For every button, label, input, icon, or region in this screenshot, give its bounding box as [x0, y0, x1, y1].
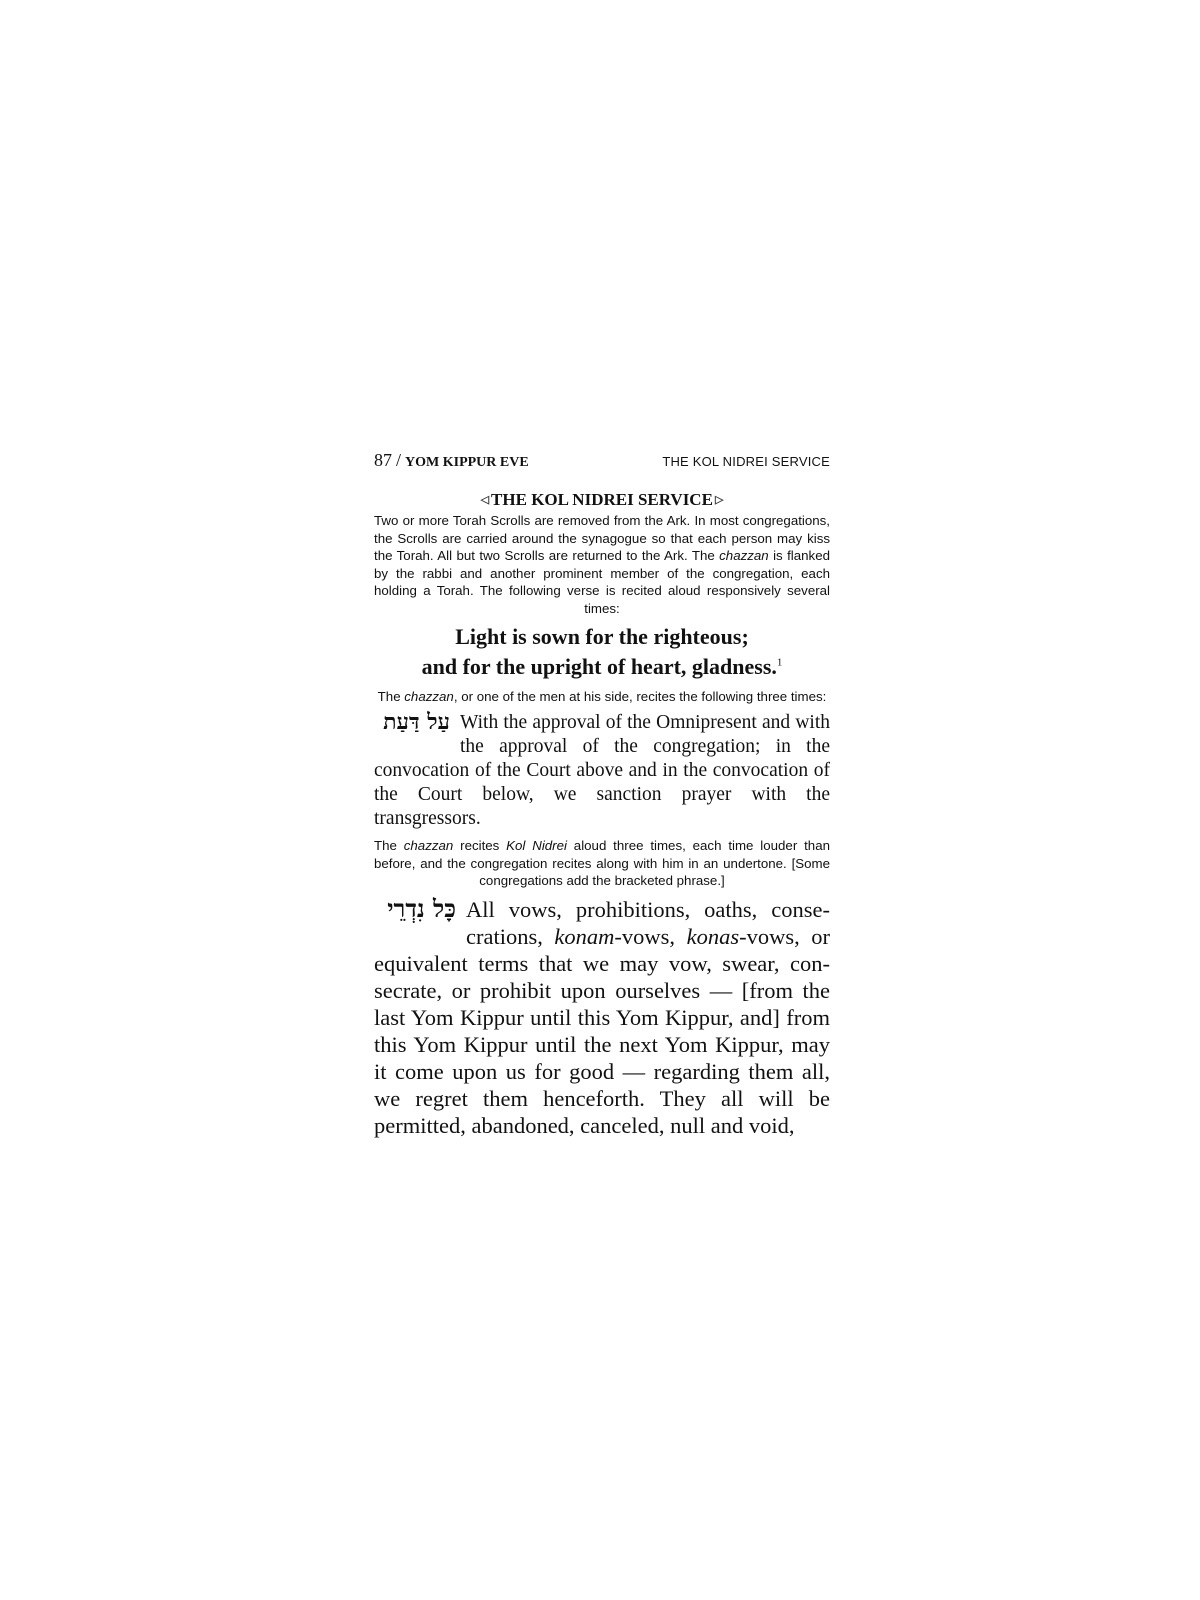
prayer-al-daat	[374, 711, 830, 831]
light-verse	[374, 622, 830, 682]
instruction-2-text-a: The	[377, 688, 405, 704]
instruction-3-text-a: The	[374, 838, 404, 854]
instruction-torah-scrolls	[374, 512, 830, 618]
instruction-3-italic-b: Kol Nidrei	[506, 838, 567, 854]
instruction-1-text-a: Two or more Torah Scrolls are removed from the Ark. In most congregations, the Scrolls are carried around the synagogue so that each person may kiss the Torah. All but two Scrolls are returned to the Ark. The	[374, 513, 830, 564]
hebrew-lead-kol-nidrei: כָּל נִדְרֵי	[387, 893, 456, 923]
prayer-kol-nidrei-text-b: -vows,	[614, 923, 687, 949]
prayer-al-daat-text: With the approval of the Omnipresent and with the approval of the congregation; in the convocation of the Court above and in the convocation of the Court below, we sanction prayer with the transgressors.	[374, 712, 830, 830]
prayer-kol-nidrei-text-c: -vows, or equivalent terms that we may vow, swear, consecrate, or prohibit upon ourselves — [from the last Yom Kippur until this Yom Kippur, and] from this Yom Kippur until the next Yom Kippur, may it come upon us for good — regarding them all, we regret them henceforth. They all will be permitted, abandoned, canceled, null and void,	[374, 923, 830, 1138]
header-left	[374, 450, 529, 471]
verse-line-1: Light is sown for the righteous;	[455, 623, 749, 649]
section-heading-text: THE KOL NIDREI SERVICE	[491, 490, 713, 509]
instruction-2-italic-a: chazzan	[404, 688, 454, 704]
instruction-1-italic-a: chazzan	[719, 548, 769, 564]
heading-mark-right-icon: ▷	[714, 494, 724, 506]
instruction-3-italic-a: chazzan	[403, 838, 454, 854]
section-heading	[374, 488, 830, 512]
instruction-1-text-b: is flanked by the rabbi and another prominent member of the congregation, each holding a Torah. The following verse is recited aloud responsively several times:	[374, 548, 830, 616]
hebrew-lead-al-daat: עַל דַּעַת	[383, 709, 450, 736]
verse-line-2	[374, 652, 830, 682]
footnote-ref: 1	[776, 656, 783, 669]
heading-mark-left-icon: ◁	[480, 494, 490, 506]
prayer-kol-nidrei-italic-a: konam	[554, 923, 615, 949]
prayer-kol-nidrei-text-a: All vows, prohibitions, oaths, consecrations,	[466, 896, 830, 949]
prayer-kol-nidrei	[374, 893, 830, 1139]
instruction-2-text-b: , or one of the men at his side, recites the following three times:	[453, 688, 827, 704]
prayer-kol-nidrei-italic-b: konas	[686, 923, 740, 949]
instruction-3-text-c: aloud three times, each time louder than before, and the congregation recites along with him in an undertone. [Some congregations add the bracketed phrase.]	[374, 838, 830, 889]
verse-line-2-text: and for the upright of heart, gladness.	[421, 653, 777, 679]
instruction-three-times	[374, 688, 830, 706]
page-block	[374, 450, 830, 1139]
header-right-title: THE KOL NIDREI SERVICE	[662, 454, 830, 469]
instruction-3-text-b: recites	[453, 838, 507, 854]
header-left-title: YOM KIPPUR EVE	[405, 455, 529, 470]
header-separator: /	[396, 450, 402, 470]
running-header	[374, 450, 830, 476]
page-number: 87	[374, 450, 392, 470]
instruction-kol-nidrei	[374, 837, 830, 890]
